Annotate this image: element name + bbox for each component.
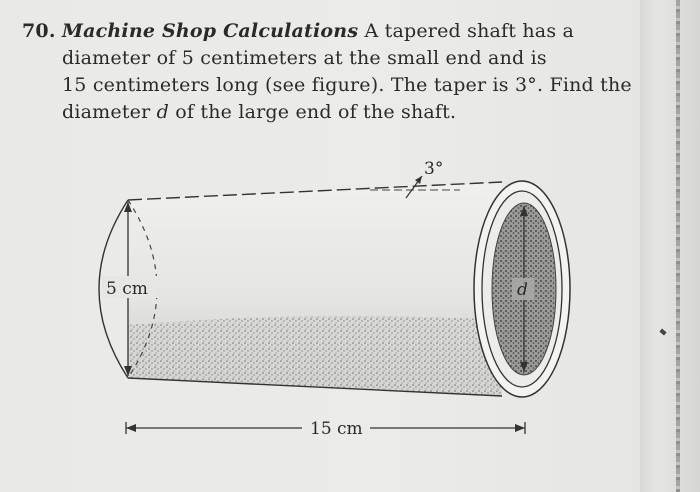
- length-label: 15 cm: [310, 419, 363, 439]
- large-diameter-label: d: [517, 280, 528, 300]
- problem-line-1: [22, 18, 622, 45]
- problem-line-1-text: A tapered shaft has a: [364, 20, 575, 42]
- binding-edge: [676, 0, 680, 492]
- problem-line-4-start: diameter: [62, 101, 151, 123]
- page-right-margin: [640, 0, 700, 492]
- problem-line-2: diameter of 5 centimeters at the small end and is: [62, 47, 547, 69]
- angle-arrow: [415, 176, 422, 184]
- problem-line-3: 15 centimeters long (see figure). The taper is 3°. Find the: [62, 74, 632, 96]
- problem-line-4-end: of the large end of the shaft.: [175, 101, 457, 123]
- problem-title: Machine Shop Calculations: [61, 20, 359, 42]
- length-arrow-right: [515, 424, 525, 432]
- small-diameter-label: 5 cm: [106, 279, 148, 299]
- tapered-shaft-figure: [70, 150, 590, 450]
- shaft-shading: [128, 316, 502, 396]
- length-arrow-left: [126, 424, 136, 432]
- problem-number: 70.: [22, 20, 56, 42]
- angle-label: 3°: [424, 159, 444, 179]
- problem-line-4: [22, 99, 622, 126]
- problem-text: [22, 18, 632, 126]
- variable-d: d: [156, 101, 170, 123]
